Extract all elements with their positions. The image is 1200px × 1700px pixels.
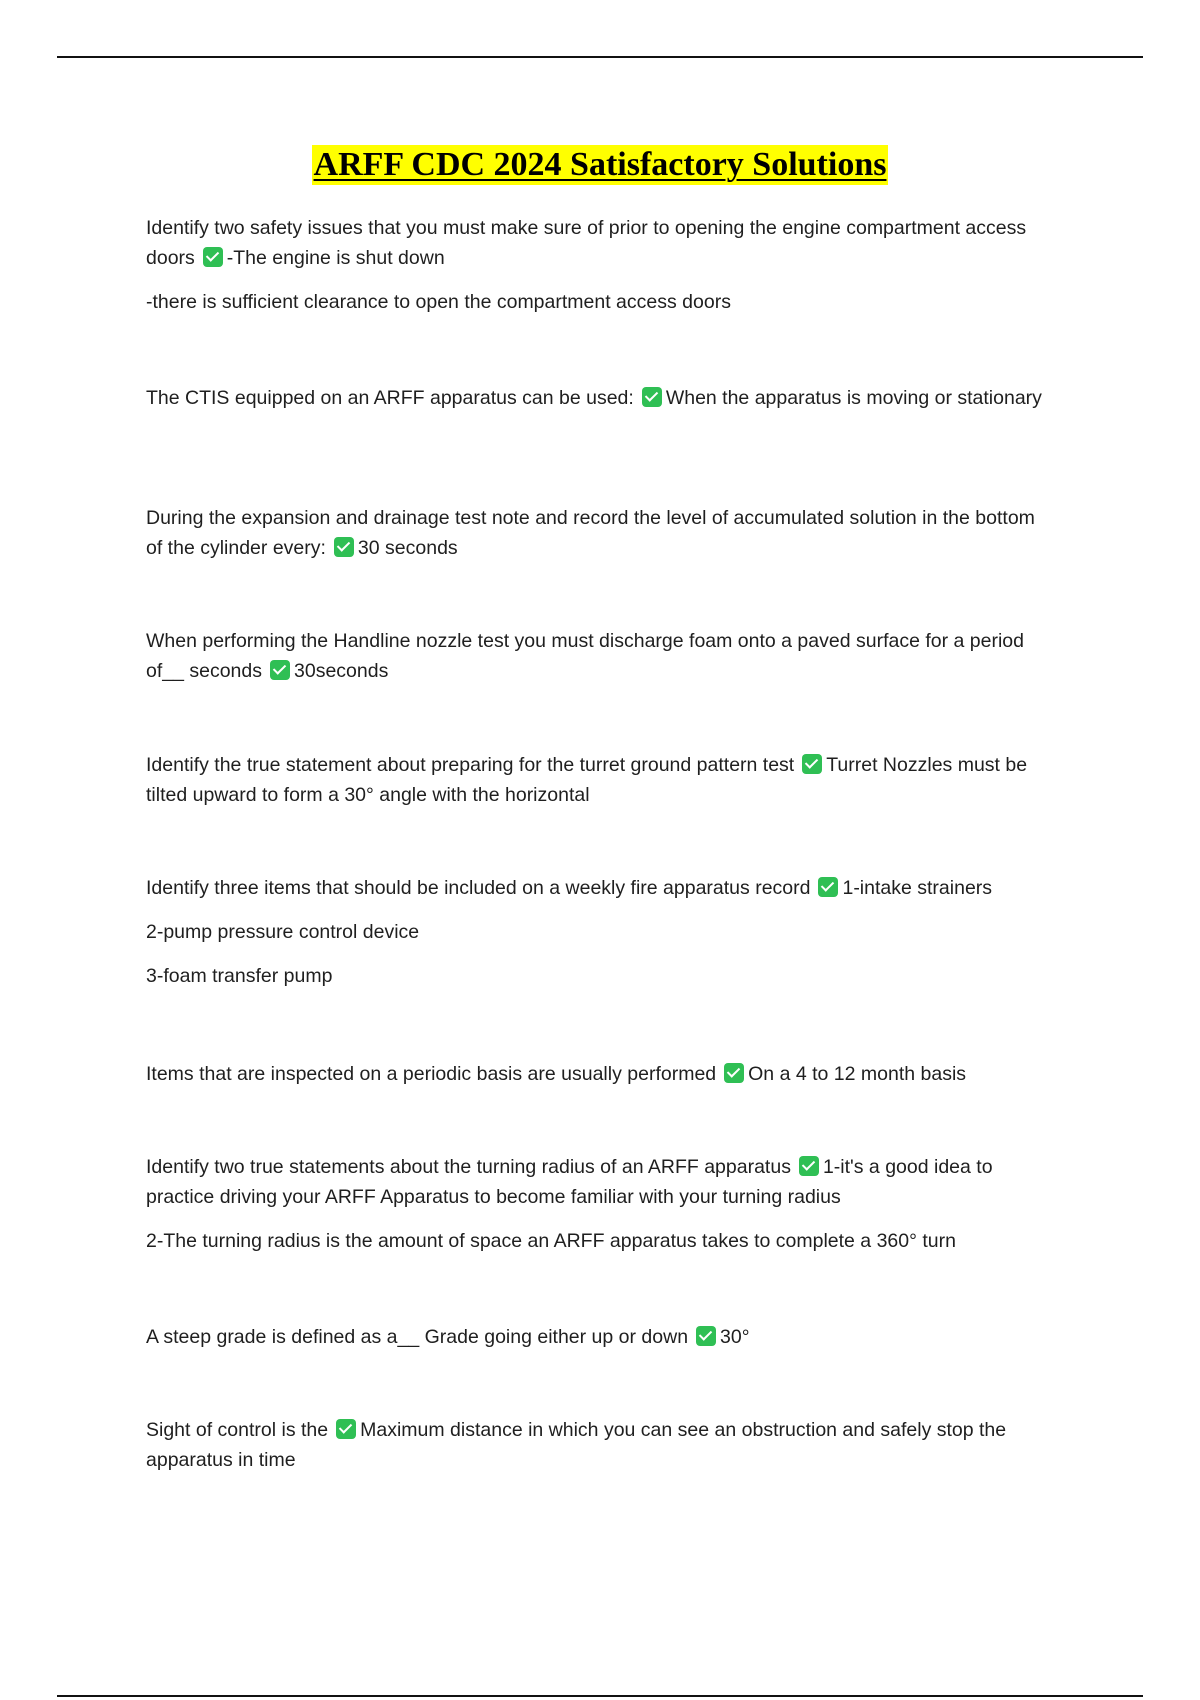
- check-mark-icon: [724, 1063, 744, 1083]
- answer-text: Maximum distance in which you can see an obstruction and safely stop the apparatus in time: [146, 1419, 1007, 1471]
- footer-rule: [57, 1695, 1143, 1697]
- qa-item: [146, 750, 1056, 810]
- qa-question-line: [146, 1415, 1056, 1475]
- answer-extra-line: 3-foam transfer pump: [146, 965, 333, 987]
- check-mark-icon: [336, 1419, 356, 1439]
- qa-item: [146, 626, 1056, 686]
- qa-question-line: [146, 1152, 1056, 1212]
- question-text: The CTIS equipped on an ARFF apparatus can be used:: [146, 387, 634, 409]
- qa-question-line: [146, 626, 1056, 686]
- question-text: A steep grade is defined as a__ Grade going either up or down: [146, 1326, 689, 1348]
- qa-item: [146, 873, 1056, 991]
- qa-item: [146, 503, 1056, 563]
- check-mark-icon: [802, 754, 822, 774]
- question-text: Identify three items that should be included on a weekly fire apparatus record: [146, 877, 811, 899]
- qa-item: [146, 1415, 1056, 1475]
- check-mark-icon: [696, 1326, 716, 1346]
- answer-extra-line: 2-pump pressure control device: [146, 921, 420, 943]
- qa-question-line: [146, 1322, 1056, 1352]
- qa-question-line: [146, 213, 1056, 273]
- document-title: ARFF CDC 2024 Satisfactory Solutions: [313, 146, 887, 183]
- qa-item: [146, 1152, 1056, 1256]
- qa-item: [146, 213, 1056, 317]
- qa-question-line: [146, 750, 1056, 810]
- answer-text: On a 4 to 12 month basis: [748, 1063, 967, 1085]
- answer-text: 1-it's a good idea to practice driving your ARFF Apparatus to become familiar with your turning radius: [146, 1156, 993, 1208]
- answer-text: 1-intake strainers: [842, 877, 993, 899]
- answer-text: 30°: [720, 1326, 750, 1348]
- check-mark-icon: [642, 387, 662, 407]
- answer-text: When the apparatus is moving or stationary: [665, 387, 1042, 409]
- question-text: During the expansion and drainage test note and record the level of accumulated solution in the bottom of the cylinder every:: [146, 507, 1035, 559]
- answer-text: Turret Nozzles must be tilted upward to form a 30° angle with the horizontal: [146, 754, 1028, 806]
- check-mark-icon: [203, 247, 223, 267]
- check-mark-icon: [818, 877, 838, 897]
- qa-item: [146, 1322, 1056, 1352]
- answer-text: -The engine is shut down: [226, 247, 445, 269]
- question-text: Identify two true statements about the turning radius of an ARFF apparatus: [146, 1156, 791, 1178]
- check-mark-icon: [334, 537, 354, 557]
- question-text: Identify the true statement about preparing for the turret ground pattern test: [146, 754, 795, 776]
- qa-question-line: [146, 503, 1056, 563]
- question-text: Sight of control is the: [146, 1419, 329, 1441]
- answer-text: 30 seconds: [357, 537, 458, 559]
- answer-extra-line: -there is sufficient clearance to open the compartment access doors: [146, 291, 731, 313]
- qa-item: [146, 1059, 1056, 1089]
- check-mark-icon: [799, 1156, 819, 1176]
- answer-extra-line: 2-The turning radius is the amount of space an ARFF apparatus takes to complete a 360° turn: [146, 1230, 956, 1252]
- question-text: When performing the Handline nozzle test you must discharge foam onto a paved surface for a period of__ seconds: [146, 630, 1024, 682]
- question-text: Identify two safety issues that you must make sure of prior to opening the engine compartment access doors: [146, 217, 1027, 269]
- title-wrap: [0, 145, 1200, 185]
- qa-question-line: [146, 873, 1056, 903]
- question-text: Items that are inspected on a periodic basis are usually performed: [146, 1063, 717, 1085]
- answer-text: 30seconds: [294, 660, 389, 682]
- qa-question-line: [146, 1059, 1056, 1089]
- qa-question-line: [146, 383, 1056, 413]
- check-mark-icon: [270, 660, 290, 680]
- header-rule: [57, 56, 1143, 58]
- qa-item: [146, 383, 1056, 413]
